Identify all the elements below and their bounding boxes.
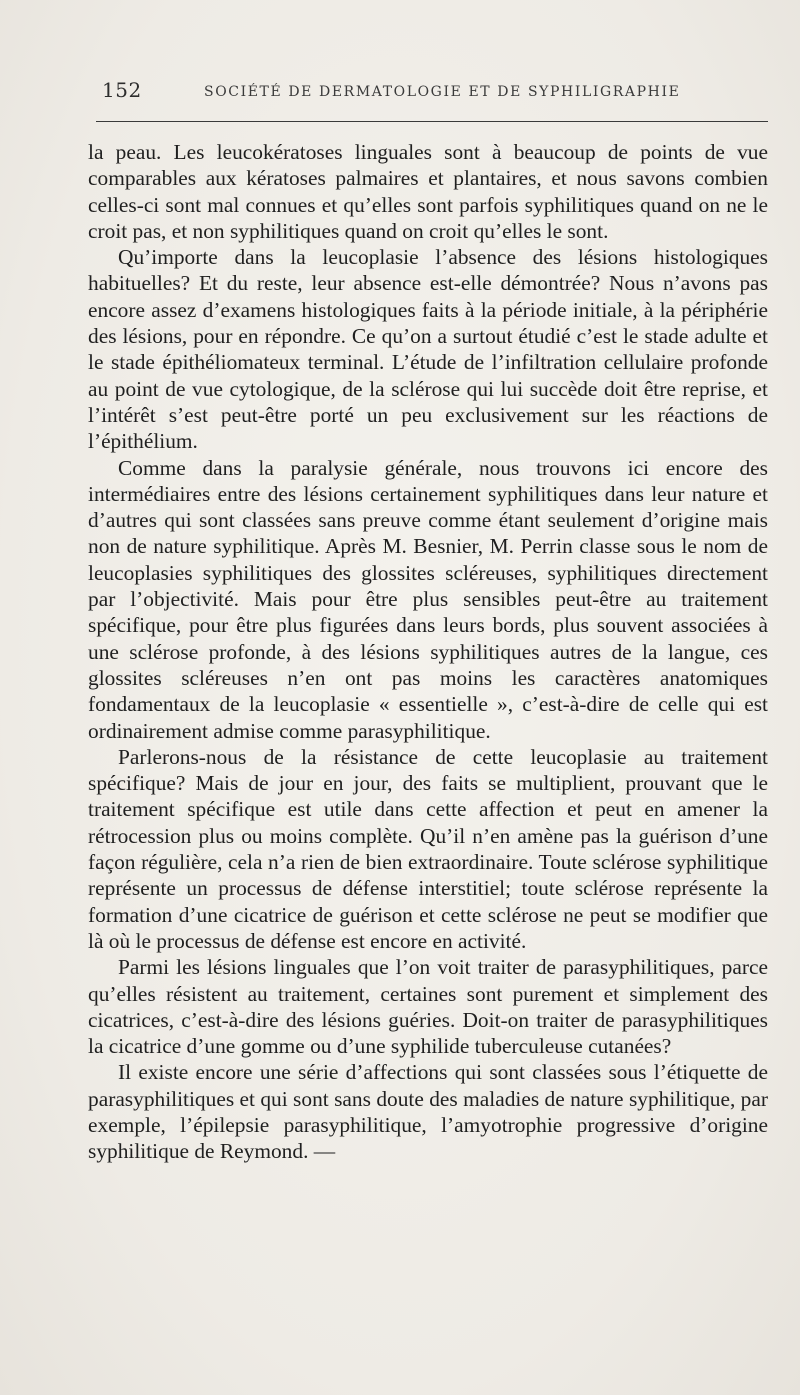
journal-title: SOCIÉTÉ DE DERMATOLOGIE ET DE SYPHILIGRAPHIE [204,84,681,100]
body-text [88,139,768,1165]
running-head [88,72,768,112]
paragraph-6: Il existe encore une série d’affections qui sont classées sous l’étiquette de parasyphilitiques et qui sont sans doute des maladies de nature syphilitique, par exemple, l’épilepsie parasyphilitique, l’amyotrophie progressive d’origine syphilitique de Reymond. — [88,1060,768,1164]
paragraph-1: la peau. Les leucokératoses linguales sont à beaucoup de points de vue comparables aux kératoses palmaires et plantaires, et nous savons combien celles-ci sont mal connues et qu’elles sont parfois syphilitiques quand on ne le croit pas, et non syphilitiques quand on croit qu’elles le sont. [88,140,768,243]
paragraph-2: Qu’importe dans la leucoplasie l’absence des lésions histologiques habituelles? Et du reste, leur absence est-elle démontrée? Nous n’avons pas encore assez d’examens histologiques faits à la période initiale, à la périphérie des lésions, pour en répondre. Ce qu’on a surtout étudié c’est le stade adulte et le stade épithéliomateux terminal. L’étude de l’infiltration cellulaire profonde au point de vue cytologique, de la sclérose qui lui succède doit être reprise, et l’intérêt s’est peut-être porté un peu exclusivement sur les réactions de l’épithélium. [88,245,768,454]
header-rule [96,121,768,122]
paragraph-4: Parlerons-nous de la résistance de cette leucoplasie au traitement spécifique? Mais de jour en jour, des faits se multiplient, prouvant que le traitement spécifique est utile dans cette affection et peut en amener la rétrocession plus ou moins complète. Qu’il n’en amène pas la guérison d’une façon régulière, cela n’a rien de bien extraordinaire. Toute sclérose syphilitique représente un processus de défense interstitiel; toute sclérose représente la formation d’une cicatrice de guérison et cette sclérose ne peut se modifier que là où le processus de défense est encore en activité. [88,744,768,953]
paragraph-5: Parmi les lésions linguales que l’on voit traiter de parasyphilitiques, parce qu’elles résistent au traitement, certaines sont purement et simplement des cicatrices, c’est-à-dire des lésions guéries. Doit-on traiter de parasyphilitiques la cicatrice d’une gomme ou d’une syphilide tuberculeuse cutanées? [88,955,768,1059]
page-number: 152 [102,78,142,102]
paragraph-3: Comme dans la paralysie générale, nous trouvons ici encore des intermédiaires entre des lésions certainement syphilitiques dans leur nature et d’autres qui sont classées sans preuve comme étant seulement d’origine mais non de nature syphilitique. Après M. Besnier, M. Perrin classe sous le nom de leucoplasies syphilitiques des glossites scléreuses, syphilitiques directement par l’objectivité. Mais pour être plus sensibles peut-être au traitement spécifique, pour être plus figurées dans leurs bords, plus souvent associées à une sclérose profonde, à des lésions syphilitiques autres de la langue, ces glossites scléreuses n’en ont pas moins les caractères anatomiques fondamentaux de la leucoplasie « essentielle », c’est-à-dire de celle qui est ordinairement admise comme parasyphilitique. [88,455,768,743]
